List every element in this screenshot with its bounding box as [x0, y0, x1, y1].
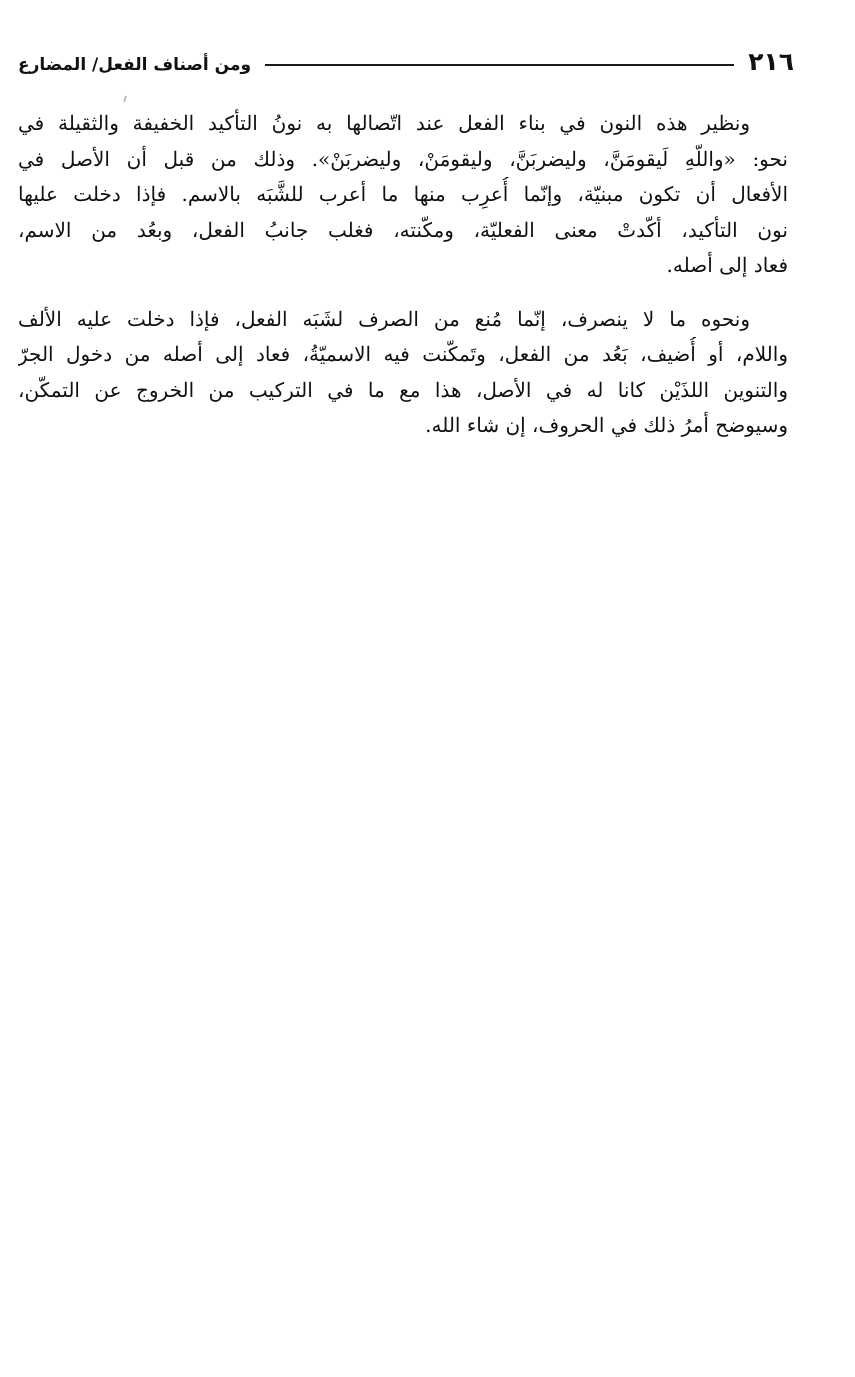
- text-line: نون التأكيد، أكّدتْ معنى الفعليّة، ومكّنته، فغلب جانبُ الفعل، وبعُد من الاسم،: [18, 217, 788, 242]
- text-line: نحو: «واللّهِ لَيقومَنَّ، وليضربَنَّ، وليقومَنْ، وليضربَنْ». وذلك من قبل أن الأصل في: [18, 146, 788, 171]
- paragraph-1: [18, 106, 788, 284]
- text-line: وسيوضح أمرُ ذلك في الحروف، إن شاء الله.: [425, 413, 788, 437]
- text-line: الأفعال أن تكون مبنيّة، وإنّما أُعرِب منها ما أعرب للشَّبَه بالاسم. فإذا دخلت عليها: [18, 182, 788, 206]
- running-title: ومن أصناف الفعل/ المضارع: [18, 55, 252, 75]
- text-line: ونحوه ما لا ينصرف، إنّما مُنع من الصرف لشَبَه الفعل، فإذا دخلت عليه الألف: [18, 306, 750, 331]
- header-rule: [265, 64, 734, 66]
- text-line: والتنوين اللذَيْن كانا له في الأصل، هذا مع ما في التركيب من الخروج عن التمكّن،: [18, 377, 788, 402]
- text-line: ونظير هذه النون في بناء الفعل عند اتّصالها به نونُ التأكيد الخفيفة والثقيلة في: [18, 111, 750, 135]
- text-line: فعاد إلى أصله.: [666, 253, 788, 277]
- body-text: [18, 106, 788, 462]
- paragraph-2: [18, 302, 788, 444]
- scan-speck: [123, 96, 127, 102]
- text-line: واللام، أو أُضيف، بَعُد من الفعل، وتَمكّنت فيه الاسميّةُ، فعاد إلى أصله من دخول الجرّ: [18, 342, 788, 366]
- running-header: [18, 42, 794, 82]
- page-number: ٢١٦: [748, 47, 794, 76]
